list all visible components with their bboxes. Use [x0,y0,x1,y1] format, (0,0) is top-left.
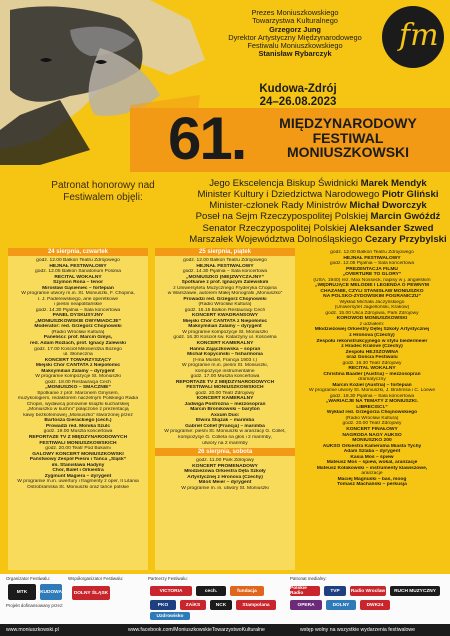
event-detail: godz. 12.05 Balkon Sanatorium Polonia [35,269,121,275]
event-detail: (f-ma Mustel, Francja 1903 r.) [192,357,258,363]
event-detail-bold: Miejski Chór CANTATA z Niepołomic [182,318,268,324]
event-detail: ul. Słoneczna [63,352,93,358]
sponsor-logo: Radio Wrocław [350,586,386,596]
event-detail: godz. 11.00 Park Zdrojowy [196,458,254,464]
facebook-link[interactable]: www.facebook.com/MoniuszkowskieTowarzystwoKulturalne [128,627,265,633]
event-detail-bold: PANEL DYSKUSYJNY [52,313,104,319]
event-detail: godz. 19.00 Muszla koncertowa [43,429,113,435]
event-detail-bold: Hanna Zajączkowska – sopran [189,346,261,352]
event-detail: (Radio Wrocław Kultura) [51,329,105,335]
event-detail-bold: „WĘDRUJĄCE MELODIE I LEGENDA O PEWNYM [315,283,429,289]
event-detail-bold: AUKSO Orkiestra Kameralna Miasta Tychy [322,443,422,449]
program-day-2 [155,248,295,570]
event-detail-bold: Państwowy Zespół Pieśni i Tańca „Śląsk” [29,457,127,463]
event-detail-bold: Axxum Duo: [210,412,240,418]
honorary-patrons [186,178,450,245]
patron-name: Cezary Przybylski [365,233,447,245]
event-detail-bold: Adam Szlaba – dyrygent [343,449,401,455]
event-detail: godz. 17.00 Muszla koncertowa [190,374,260,380]
event-detail-bold: im. Stanisława Hadyny [51,462,105,468]
patron-line [186,223,450,234]
event-detail: godz. 12.05 Pijalnia – Sala koncertowa [329,261,415,267]
event-detail-bold: „MONIUSZKO – SMACZNIE” [45,385,111,391]
patron-name: Piotr Gliński [381,189,439,201]
event-detail: godz. 15.15 Balkon Restauracji Cech [184,307,266,313]
sponsor-logo: Uzdrowisko [150,612,190,620]
event-detail-bold: Szymon Rona – tenor [52,280,103,286]
sponsor-logo: Polskie Radio [290,586,320,596]
event-detail: godz. 12.00 Balkon Teatru Zdrojowego [183,258,267,263]
event-detail-bold: „OVERTURE TO GLORY” [342,272,402,278]
event-detail-bold: Miloš Meier – dyrygent [198,480,252,486]
event-detail-bold: KONCERT KWADRANSOWY [191,313,259,319]
event-detail-bold: z Hronova (Czechy) [349,332,395,338]
event-detail: kompozycje instrumentalne [195,368,255,374]
patron-line [186,178,450,189]
sponsor-logo: DOLNY ŚLĄSK [72,586,110,600]
sponsor-logo: Stampolana [236,600,276,610]
event-detail-bold: Spotkanie z prof. Ignacym Zalewskim [181,280,269,286]
event-detail: godz. 17.00 Kościół Miłosierdzia Bożego [34,346,122,352]
festival-logo [382,6,444,68]
day-heading: 26 sierpnia, sobota [155,448,295,456]
event-detail: W programie m.in. uwertury i fragmenty z oper, II Litania [17,479,139,485]
festival-dates: 24–26.08.2023 [259,96,337,109]
event-detail-bold: KONCERT KAMERALNY [196,396,254,402]
event-detail: (Radio Wrocław Kultura) [345,415,399,421]
event-detail: utwory na 2 marimby [202,440,248,446]
sponsor-logo: DOLNY [326,600,356,610]
event-detail: I. J. Paderewskiego, arie operetkowe [37,296,119,302]
event-detail-bold: Mirosław Gąsieniec – fortepian [42,285,114,291]
free-entry-note: wstęp wolny na wszystkie wydarzenia festiwalowe [300,627,416,633]
event-detail-bold: NAGRODA NAGY AUKSO [342,432,402,438]
credit-name: Grzegorz Jung [269,24,321,34]
event-detail: kawy bezkofeinowej „Moniuszko” stworzonej przez [23,412,133,418]
event-detail: aranżacje [361,471,383,477]
event-detail-bold: RECITAL WOKALNY [54,274,102,280]
place-and-dates [228,83,368,109]
event-detail-bold: Maksymilian Zalamy – dyrygent [41,368,115,374]
event-detail: Spotkanie z prof. Marcinem Gmysem, [37,390,119,396]
event-detail: Ostrobramska St. Moniuszki oraz tańce polskie [27,484,129,490]
edition-number: 61. [168,105,246,172]
sponsor-strip [0,574,450,624]
sponsor-logo: cech. [196,586,226,596]
sponsor-group-label: Partnerzy Festiwalu: [148,576,188,581]
sponsor-logo: VICTORIA [150,586,192,596]
event-detail: (USA, 1940) reż. Max Nosseck, napisy w j. angielskim [313,277,431,283]
patron-name: Michał Dworczyk [349,200,427,212]
patron-name: Marek Mendyk [360,178,427,189]
title-line: MONIUSZKOWSKI [286,144,410,161]
patron-name: Aleksander Szwed [349,222,434,234]
sponsor-logo: ZAiKS [180,600,206,610]
event-detail-bold: Prowadzi red. Grzegorz Chojnowski [183,296,267,302]
event-detail-bold: Miejski Chór CANTATA z Niepołomic [35,363,121,369]
event-detail: godz. 15.00 Ulica Zdrojowa, Park Zdrojowy [325,310,419,316]
event-detail: godz. 14.30 Pijalnia – Sala koncertowa [35,307,121,313]
event-detail: W programie m. in. utwory St. Moniuszki [181,485,269,491]
sponsor-logo: DWK24 [360,600,390,610]
event-detail-bold: Christina Baader (Austria) – mezzosopran [323,371,421,377]
event-detail: (Radio Wrocław Kultura) [198,302,252,308]
event-detail: W programie utwory m.in. St. Moniuszki, F. Chopina, [21,291,135,297]
day-heading: 24 sierpnia, czwartek [8,248,148,256]
patron-line [186,211,450,222]
event-detail-bold: oraz Gościa Festiwalu [346,355,398,361]
event-detail-bold: REPORTAŻE TV Z MIĘDZYNARODOWYCH [28,435,128,440]
day-heading: 25 sierpnia, piątek [155,248,295,256]
event-detail-bold: Bartosza Gierackiego (cech.) [44,418,112,424]
event-detail: Chopin, wydawcą ponownie książki kucharskiej [26,401,130,407]
event-detail: z udziałem: [359,321,385,327]
event-detail-bold: z Hradec Kralove (Czechy) [341,344,403,350]
event-detail: W programie utwory St. Moniuszki, J. Brahmsa i C. Loewe [308,388,436,394]
event-detail-bold: Młodzieżowej Orkiestry Dętej Szkoły Artystycznej [314,327,430,333]
event-detail: godz. 12.00 Balkon Teatru Zdrojowego [36,258,120,263]
patron-line [186,189,450,200]
event-detail-bold: Paneliści: prof. Marcin Gmys, [43,335,113,341]
patron-name: Marcin Gwóźdź [370,211,441,223]
event-detail: z Uniwersytetu Muzycznego Fryderyka Chopina [173,285,277,291]
event-detail-bold: Mateusz Kołakowski – instrumenty klawiszowe, [316,465,428,471]
honors-lead: Patronat honorowy nad Festiwalem objęli: [51,180,155,203]
event-detail-bold: HEJNAŁ FESTIWALOWY [343,255,401,261]
event-detail-bold: CHAZANIE, CZYLI STANISŁAW MONIUSZKO [320,288,424,294]
sponsor-logo: KUDOWA [40,584,62,600]
event-detail: W programie kompozycje St. Moniuszki [35,374,121,380]
event-detail-bold: Kasia Moś – śpiew [350,454,394,460]
event-detail-bold: REPORTAŻE TV Z MIĘDZYNARODOWYCH [175,379,275,385]
event-detail-bold: Gabriel Collet (Francja) – marimba [185,423,265,429]
event-detail-bold: Jadwiga Postrożna – mezzosopran [184,401,266,407]
event-detail: w Warszawie, autorem Małej Monografii „Moniuszko” [167,291,283,297]
program-day-1 [8,248,148,570]
event-detail-bold: Mateusz Moś – śpiew, wokal, aranżacje [326,460,418,466]
credit-name: Stanisław Rybarczyk [258,49,332,59]
festival-program [8,248,442,570]
event-detail: muzykologiem, redaktorem naczelnym Polskiego Radia [17,396,139,402]
event-detail-bold: red. Adam Rozlach, prof. Ignacy Zalewski [29,340,127,346]
title-line: FESTIWAL [312,129,384,146]
event-detail: W programie m.in. pieśni St. Moniuszki, [182,363,268,369]
event-detail-bold: KONCERT FINAŁOWY [346,427,398,432]
event-detail-bold: PREZENTACJA FILMU [346,266,398,272]
day-events [155,256,295,570]
event-detail: „Moniuszko w kuchni” połączone z prezentacją [27,407,129,413]
sponsor-group-label: Patronat medialny: [290,576,327,581]
event-detail-bold: FESTIWALI MONIUSZKOWSKICH [39,440,117,446]
event-detail-bold: Marcin Koziel (Austria) – fortepian [332,382,412,388]
event-detail-bold: Tomasz Machański – perkusja [337,482,407,488]
sponsor-group-label: Współorganizator Festiwalu: [68,576,124,581]
event-detail-bold: „MONIUSZKO (NIE)ZWYCZAJNY” [186,274,264,280]
event-detail-bold: KONCERT PROMENADOWY [192,463,258,469]
event-detail: i pieśni neapolitańskie [54,302,102,308]
event-detail: godz. 20.00 Teatr Zdrojowy [342,421,402,427]
credit-line: Festiwalu Moniuszkowskiego [247,41,343,51]
event-detail-bold: Zespołu rekonstrukcyjnego w stylu biedermeier [316,338,428,344]
event-detail-bold: Michał Kopyciński – fisharmonia [187,352,263,358]
event-detail: dramatyczny [358,377,386,383]
credit-line: Towarzystwa Kulturalnego [252,16,338,26]
event-detail-bold: KOROWÓD MONIUSZKOWSKI [336,316,408,322]
event-detail-bold: HEJNAŁ FESTIWALOWY [49,263,107,269]
event-detail: godz. 16.30 Kościół św. Katarzyny ul. Kościelna [173,335,277,341]
event-detail-bold: NA POLSKO-ŻYDOWSKIM POGRANICZU” [323,294,421,300]
festival-title [252,116,444,160]
patron-title: Minister-członek Rady Ministrów [209,200,350,212]
event-detail: godz. 12.00 Balkon Teatru Zdrojowego [330,250,414,255]
event-detail-bold: Młodzieżowa Orkiestra Dęta Szkoły [184,469,266,475]
sponsor-logo: MTK [8,584,36,600]
sponsor-logo: RUCH MUZYCZNY [390,586,440,596]
poster-header [0,0,450,172]
sponsor-logo: fundacja [230,586,264,596]
event-detail-bold: LIBRECISCI.” [356,404,388,410]
event-detail-bold: Chór, Balet i Orkiestra [52,468,104,474]
event-detail-bold: Wykład red. Grzegorza Chojnowskiego [326,410,418,416]
event-detail-bold: RECITAL WOKALNY [348,366,396,372]
event-detail: (Uniwersytet Jagielloński, Kraków) [334,305,410,311]
event-detail-bold: HEJNAŁ FESTIWALOWY [196,263,254,269]
event-detail: W programie: pieśni St. Moniuszki w aranżacji G. Collet, [164,429,286,435]
event-detail-bold: Artystycznej z Hronova (Czechy) [187,474,263,480]
event-detail: godz. 18.30 Pijalnia – Sala koncertowa [329,393,415,399]
event-detail-bold: GALOWY KONCERT MONIUSZKOWSKI [32,451,124,457]
day-events [8,256,148,570]
event-detail-bold: KONCERT TOWARZYSZĄCY [44,357,112,363]
website-link[interactable]: www.moniuszkowski.pl [6,627,59,633]
event-detail: godz. 16.30 Teatr Zdrojowy [342,360,402,366]
event-detail: godz. 20.00 Teatr Pod Bukami [45,446,111,452]
patron-title: Poseł na Sejm Rzeczypospolitej Polskiej [195,211,371,223]
credit-line: Dyrektor Artystyczny Międzynarodowego [228,32,362,42]
event-detail: W programie kompozycje St. Moniuszki [182,329,268,335]
event-detail: kompozycje G. Colleta na głos i 2 marimby, [178,435,272,440]
day-events [302,248,442,562]
sponsor-logo: TVP [324,586,346,596]
sponsor-logo: NCK [210,600,232,610]
event-detail-bold: KONCERT KAMERALNY [196,340,254,346]
event-detail: Wykład Michała Jaczyńskiego [339,299,405,305]
event-detail-bold: Moderator: red. Grzegorz Chojnowski [34,324,122,330]
event-detail-bold: „WARIACJE NA TEMATY Z MONIUSZKI. [325,399,418,405]
sponsor-logo: PKO [150,600,176,610]
event-detail-bold: Elwira Śliązak – marimba [195,418,255,424]
title-line: MIĘDZYNARODOWY [279,115,417,131]
festival-place: Kudowa-Zdrój [259,83,337,95]
sponsor-group-label: Projekt dofinansowany przez: [6,603,64,608]
sponsor-logo: OPERA [290,600,322,610]
event-detail-bold: Marcin Bronikowski – baryton [190,407,260,413]
event-detail-bold: Maciej Magnuski – bas, moog [337,476,407,482]
program-day-3 [302,248,442,570]
patron-line [186,200,450,211]
logo-glyph: fm [399,18,439,53]
event-detail-bold: FESTIWALI MONIUSZKOWSKICH [186,385,264,391]
credit-line: Prezes Moniuszkowskiego [251,8,339,17]
event-detail-bold: Zespołu HEJSZOWINA [345,349,399,355]
poster-footer [0,624,450,636]
patron-title: Jego Ekscelencja Biskup Świdnicki [209,178,361,189]
organizer-credits [205,9,385,59]
patron-title: Marszałek Województwa Dolnośląskiego [189,233,366,245]
event-detail-bold: „MONIUSZKOWSKIE OWYMIADCJE” [35,318,121,324]
event-detail-bold: Zygmunt Magiera – dyrygent [44,473,112,479]
event-detail-bold: MONIUSZKO 200 [352,438,392,444]
event-detail-bold: Maksymilian Zalamy – dyrygent [188,324,262,330]
sponsor-group-label: Organizator Festiwalu: [6,576,50,581]
patron-title: Minister Kultury i Dziedzictwa Narodowego [197,189,382,201]
patron-title: Senator Rzeczypospolitej Polskiej [202,222,350,234]
event-detail: godz. 20.00 Teatr Zdrojowy [195,390,255,396]
event-detail: godz. 14.30 Pijalnia – Sala koncertowa [182,269,268,275]
event-detail: godz. 18.00 Restauracja Cech [45,379,111,385]
event-detail-bold: Prowadzi red. Monika Szulc [45,423,111,429]
patron-line [186,234,450,245]
